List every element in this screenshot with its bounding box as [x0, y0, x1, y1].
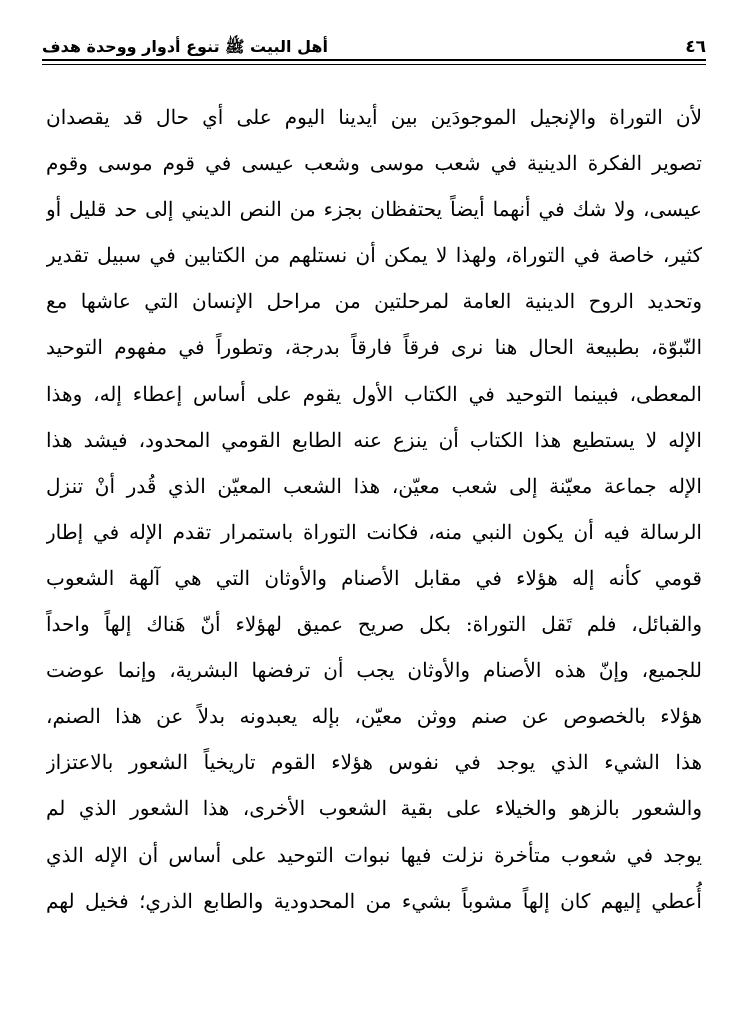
text-line: هؤلاء بالخصوص عن صنم ووثن معيّن، بإله يعبدونه بدلاً عن هذا الصنم، — [46, 704, 702, 729]
text-line: والشعور بالزهو والخيلاء على بقية الشعوب الأخرى، هذا الشعور الذي لم — [46, 796, 702, 821]
running-title: أهل البيت ﷺ تنوع أدوار ووحدة هدف — [42, 37, 328, 56]
text-line: هذا الشيء الذي يوجد في نفوس هؤلاء القوم تاريخياً الشعور بالاعتزاز — [46, 750, 702, 775]
text-line: والقبائل، فلم تَقل التوراة: بكل صريح عميق لهؤلاء أنّ هَناك إلهاً واحداً — [46, 612, 702, 637]
text-line: الإله لا يستطيع هذا الكتاب أن ينزع عنه الطابع القومي المحدود، فيشد هذا — [46, 427, 702, 452]
text-line: أُعطي إليهم كان إلهاً مشوباً بشيء من المحدودية والطابع الذري؛ فخيل لهم — [46, 888, 702, 913]
text-line: عيسى، ولا شك في أنهما أيضاً يحتفظان بجزء من النص الديني إلى حد قليل أو — [46, 197, 702, 222]
text-line: النّبوّة، بطبيعة الحال هنا نرى فرقاً فارقاً بدرجة، وتطوراً في مفهوم التوحيد — [46, 335, 702, 360]
header-rule-thin — [42, 64, 706, 65]
page-number: ٤٦ — [685, 37, 706, 57]
running-header — [42, 30, 706, 58]
text-line: قومي كأنه إله هؤلاء في مقابل الأصنام والأوثان التي هي آلهة الشعوب — [46, 565, 702, 590]
header-rule-thick — [42, 59, 706, 61]
text-line: للجميع، وإنّ هذه الأصنام والأوثان يجب أن ترفضها البشرية، وإنما عوضت — [46, 658, 702, 683]
text-line: لأن التوراة والإنجيل الموجودَين بين أيدينا اليوم على أي حال قد يقصدان — [46, 105, 702, 129]
text-line: الرسالة فيه أن يكون النبي منه، فكانت التوراة باستمرار تقدم الإله في إطار — [46, 519, 702, 544]
text-line: يوجد في شعوب متأخرة نزلت فيها نبوات التوحيد على أساس أن الإله الذي — [46, 842, 702, 867]
text-line: الإله جماعة معيّنة إلى شعب معيّن، هذا الشعب المعيّن الذي قُدر أنْ تنزل — [46, 473, 702, 498]
text-line: وتحديد الروح الدينية العامة لمرحلتين من مراحل الإنسان التي عاشها مع — [46, 289, 702, 314]
text-line: المعطى، فبينما التوحيد في الكتاب الأول يقوم على أساس إعطاء إله، وهذا — [46, 381, 702, 406]
body-text — [46, 94, 702, 924]
text-line: تصوير الفكرة الدينية في شعب موسى وشعب عيسى في قوم موسى وقوم — [46, 151, 702, 176]
text-line: كثير، خاصة في التوراة، ولهذا لا يمكن أن نستلهم من الكتابين في سبيل تقدير — [46, 243, 702, 268]
